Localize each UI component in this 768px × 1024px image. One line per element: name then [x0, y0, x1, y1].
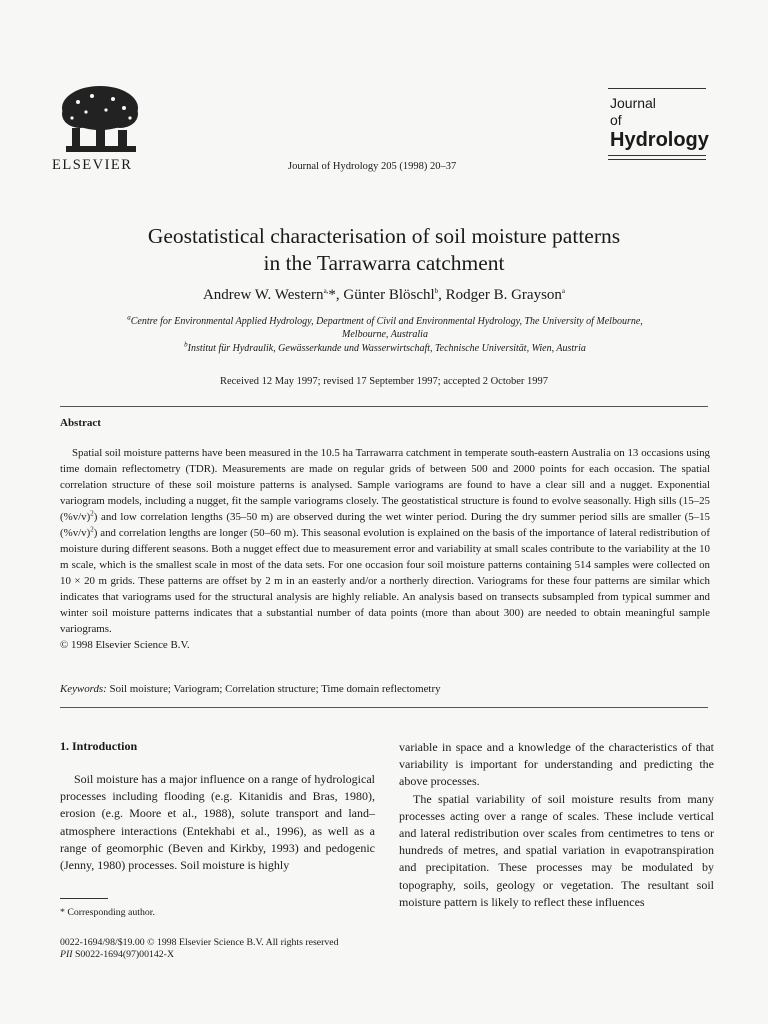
journal-logo-top-rule: [608, 88, 706, 89]
publisher-name: ELSEVIER: [52, 157, 133, 173]
footer-pii-label: PII: [60, 949, 73, 960]
author-1: Andrew W. Western: [202, 287, 324, 303]
author-list: [0, 287, 768, 304]
abstract-copyright: © 1998 Elsevier Science B.V.: [60, 639, 190, 651]
elsevier-tree-logo: [58, 84, 142, 156]
intro-left-column: [60, 771, 375, 874]
intro-paragraph-2: The spatial variability of soil moisture results from many processes acting over a range of scales. These include vertical and lateral redistribution over scales from centimetres to tens or hundreds of metres, and spatial variation in evapotranspiration and precipitation. These processes may be modulated by topography, soils, geology or vegetation. The resultant soil moisture pattern is likely to reflect these influences: [399, 791, 714, 909]
abstract-heading: Abstract: [60, 417, 101, 429]
footer-pii: S0022-1694(97)00142-X: [72, 949, 175, 960]
abstract-square-1: 2: [90, 509, 94, 518]
footer-copyright-line: 0022-1694/98/$19.00 © 1998 Elsevier Science B.V. All rights reserved: [60, 937, 339, 948]
abstract-text-1: Spatial soil moisture patterns have been measured in the 10.5 ha Tarrawarra catchment in temperate south-eastern Australia on 13 occasions using time domain reflectometry (TDR). Measurements are made on regular grids of between 500 and 2000 points for each occasion. The spatial correlation structure of these soil moisture patterns is analysed. Sample variograms are found to have a clear sill and a nugget. Exponential variogram models, including a nugget, fit the sample variograms closely. The geostatistical structure is found to evolve seasonally. High sills (15–25 (%v/v): [60, 447, 710, 523]
author-1-affiliation: a,: [323, 287, 329, 295]
journal-logo-word-3: Hydrology: [610, 129, 709, 151]
journal-logo-word-2: of: [610, 112, 622, 128]
abstract-text-3: ) and correlation lengths are longer (50–60 m). This seasonal evolution is explained on the basis of the importance of lateral redistribution of moisture during different seasons. Both a nugget effect due to measurement error and variability at small scales contribute to the variability at the 10 m scale, which is the smallest scale in most of the data sets. For one occasion four soil moisture patterns containing 514 samples were collected on 10 × 20 m grids. These patterns are offset by 2 m in an easterly and/or a northerly direction. Variograms for these four patterns are similar which indicates that variograms used for the structural analysis are highly reliable. An analysis based on transects subsampled from typical summer and winter soil moisture patterns indicates that a substantial number of data points (more than about 300) are needed to obtain meaningful sample variograms.: [60, 527, 710, 635]
abstract-text-2: ) and low correlation lengths (35–50 m) are observed during the wet winter period. During the dry summer period sills are smaller (5–15 (%v/v): [60, 511, 710, 539]
intro-right-column: [399, 739, 714, 911]
received-dates: Received 12 May 1997; revised 17 September 1997; accepted 2 October 1997: [219, 376, 549, 387]
journal-logo-bottom-rule: [608, 155, 706, 156]
journal-logo-word-1: Journal: [610, 95, 656, 111]
affiliation-b-mark: b: [184, 340, 188, 349]
affiliation-a: [60, 315, 710, 341]
keywords: [60, 683, 441, 695]
intro-paragraph-1: Soil moisture has a major influence on a range of hydrological processes including flooding (e.g. Kitanidis and Bras, 1980), erosion (e.g. Moore et al., 1988), solute transport and land–atmosphere interactions (Entekhabi et al., 1996), as well as a range of geomorphic (Beven and Kirkby, 1993) and pedogenic (Jenny, 1980) processes. Soil moisture is highly: [60, 772, 375, 873]
corresponding-marker: *: [328, 287, 336, 303]
affiliation-a-line-2: Melbourne, Australia: [342, 329, 428, 340]
paper-title: [0, 223, 768, 277]
keywords-bottom-rule: [60, 707, 708, 708]
footnote: * Corresponding author.: [60, 907, 155, 918]
author-2-affiliation: b: [434, 287, 439, 295]
journal-reference: Journal of Hydrology 205 (1998) 20–37: [288, 161, 457, 172]
author-3: , Rodger B. Grayson: [438, 287, 562, 303]
keywords-text: Soil moisture; Variogram; Correlation structure; Time domain reflectometry: [106, 683, 441, 695]
section-heading-introduction: 1. Introduction: [60, 739, 138, 753]
affiliation-a-line-1: Centre for Environmental Applied Hydrology, Department of Civil and Environmental Hydrology, The University of Melbourne,: [130, 316, 643, 327]
footnote-rule: [60, 898, 108, 899]
keywords-label: Keywords:: [60, 683, 107, 695]
affiliation-b-line: Institut für Hydraulik, Gewässerkunde und Wasserwirtschaft, Technische Universität, Wien, Austria: [187, 343, 586, 354]
intro-paragraph-1-cont: variable in space and a knowledge of the characteristics of that variability is important for understanding and predicting the above processes.: [399, 740, 714, 789]
copyright-footer: [60, 937, 339, 961]
affiliation-a-mark: a: [127, 313, 131, 322]
abstract-square-2: 2: [90, 525, 94, 534]
paper-title-line-2: in the Tarrawarra catchment: [263, 251, 505, 275]
abstract-top-rule: [60, 406, 708, 407]
affiliation-b: [60, 342, 710, 355]
author-2: , Günter Blöschl: [335, 287, 435, 303]
author-3-affiliation: a: [561, 287, 566, 295]
abstract-body: [60, 445, 710, 653]
paper-title-line-1: Geostatistical characterisation of soil moisture patterns: [147, 224, 621, 248]
journal-logo-bottom-rule-2: [608, 159, 706, 160]
